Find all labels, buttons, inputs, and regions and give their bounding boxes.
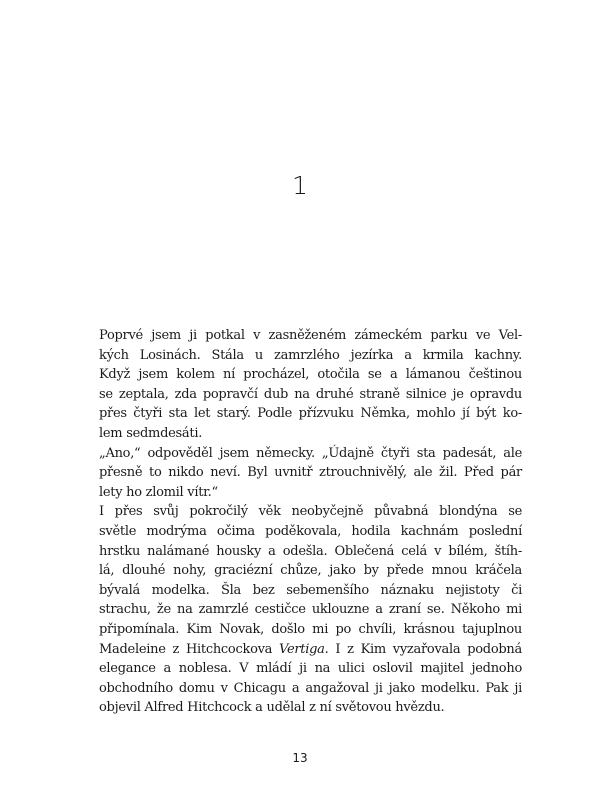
text-line: Poprvé jsem ji potkal v zasněženém zámeckém parku ve Vel- bbox=[99, 328, 522, 343]
page-number: 13 bbox=[292, 751, 308, 765]
text-line: bývalá modelka. Šla bez sebemenšího náznaku nejistoty či bbox=[99, 582, 522, 598]
text-line: objevil Alfred Hitchcock a udělal z ní světovou hvězdu. bbox=[99, 700, 445, 716]
text-line: hrstku nalámané housky a odešla. Oblečená celá v bílém, štíh- bbox=[99, 543, 522, 559]
text-line: světle modrýma očima poděkovala, hodila kachnám poslední bbox=[99, 523, 522, 539]
text-line: „Ano,“ odpověděl jsem německy. „Údajně čtyři sta padesát, ale bbox=[99, 445, 522, 461]
text-line: strachu, že na zamrzlé cestičce uklouzne a zraní se. Někoho mi bbox=[99, 602, 522, 618]
text-line: elegance a noblesa. V mládí ji na ulici oslovil majitel jednoho bbox=[99, 661, 522, 677]
text-line: obchodního domu v Chicagu a angažoval ji jako modelku. Pak ji bbox=[99, 680, 522, 696]
text-line: se zeptala, zda popravčí dub na druhé straně silnice je opravdu bbox=[99, 386, 522, 402]
text-line: lem sedmdesáti. bbox=[99, 425, 203, 441]
text-line: Madeleine z Hitchcockova Vertiga. I z Kim vyzařovala podobná bbox=[99, 641, 522, 657]
text-line: přes čtyři sta let starý. Podle přízvuku Němka, mohlo jí být ko- bbox=[99, 406, 522, 422]
text-line: přesně to nikdo neví. Byl uvnitř ztrouchnivělý, ale žil. Před pár bbox=[99, 465, 522, 481]
text-line: lety ho zlomil vítr.“ bbox=[99, 484, 218, 500]
text-line: I přes svůj pokročilý věk neobyčejně půvabná blondýna se bbox=[99, 504, 522, 520]
text-line: připomínala. Kim Novak, došlo mi po chvíli, krásnou tajuplnou bbox=[99, 621, 522, 637]
chapter-body-text bbox=[99, 326, 522, 718]
text-line: Když jsem kolem ní procházel, otočila se a lámanou češtinou bbox=[99, 367, 522, 383]
chapter-number: 1 bbox=[292, 171, 308, 200]
text-line: kých Losinách. Stála u zamrzlého jezírka a krmila kachny. bbox=[99, 347, 522, 363]
text-line: lá, dlouhé nohy, graciézní chůze, jako by přede mnou kráčela bbox=[99, 563, 522, 579]
